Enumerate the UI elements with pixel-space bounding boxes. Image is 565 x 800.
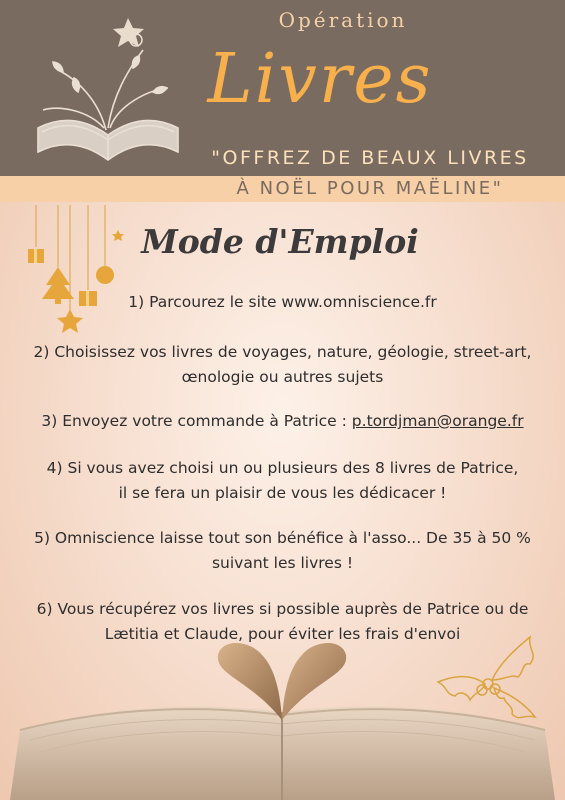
step-2 xyxy=(30,340,535,390)
step-6-line2: Lætitia et Claude, pour éviter les frais d'envoi xyxy=(104,625,461,643)
step-1 xyxy=(30,290,535,315)
hanging-ornaments xyxy=(18,205,133,335)
operation-title: Opération xyxy=(278,8,408,32)
step-1-text: 1) Parcourez le site www.omniscience.fr xyxy=(128,293,437,311)
step-6-line1: 6) Vous récupérez vos livres si possible auprès de Patrice ou de xyxy=(36,600,529,618)
step-2-line2: œnologie ou autres sujets xyxy=(181,368,384,386)
tagline-line2: À NOËL POUR MAËLINE" xyxy=(236,178,504,199)
step-2-line1: 2) Choisissez vos livres de voyages, nature, géologie, street-art, xyxy=(33,343,532,361)
step-5 xyxy=(30,526,535,576)
bauble-icon xyxy=(96,266,114,284)
step-4 xyxy=(30,456,535,506)
livres-title: Livres xyxy=(207,40,433,119)
step-3-text: 3) Envoyez votre commande à Patrice : xyxy=(41,412,352,430)
step-4-line2: il se fera un plaisir de vous les dédicacer ! xyxy=(118,484,447,502)
step-5-line1: 5) Omniscience laisse tout son bénéfice à l'asso... De 35 à 50 % xyxy=(34,529,531,547)
tagline-line1: "OFFREZ DE BEAUX LIVRES xyxy=(211,147,529,169)
step-3 xyxy=(30,409,535,434)
heart-book-photo xyxy=(0,640,565,800)
email-link[interactable]: p.tordjman@orange.fr xyxy=(351,412,524,430)
open-book-illustration-icon xyxy=(18,10,193,175)
gift-icon xyxy=(28,249,44,263)
mode-emploi-title: Mode d'Emploi xyxy=(141,222,419,261)
step-5-line2: suivant les livres ! xyxy=(211,554,354,572)
step-4-line1: 4) Si vous avez choisi un ou plusieurs des 8 livres de Patrice, xyxy=(46,459,519,477)
